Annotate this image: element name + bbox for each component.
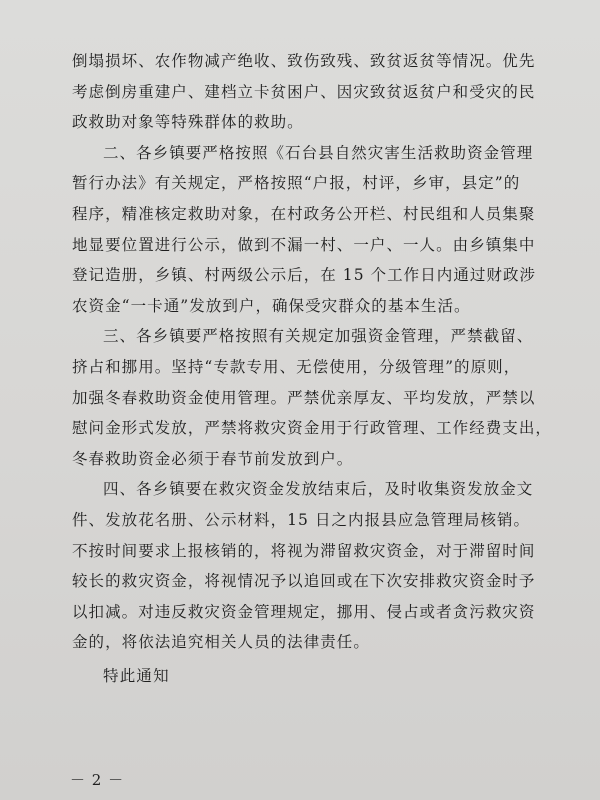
- text-line: 登记造册，乡镇、村两级公示后，在 15 个工作日内通过财政涉: [72, 266, 537, 285]
- text-line: 较长的救灾资金，将视情况予以追回或在下次安排救灾资金时予: [72, 572, 536, 591]
- text-line: 挤占和挪用。坚持“专款专用、无偿使用，分级管理”的原则，: [72, 357, 521, 376]
- text-line: 地显要位置进行公示，做到不漏一村、一户、一人。由乡镇集中: [72, 235, 536, 254]
- text-line: 三、各乡镇要严格按照有关规定加强资金管理，严禁截留、: [103, 327, 534, 346]
- paragraph-continued: [72, 46, 572, 138]
- text-line: 程序，精准核定救助对象，在村政务公开栏、村民组和人员集聚: [72, 204, 536, 223]
- text-line: 倒塌损坏、农作物减产绝收、致伤致残、致贫返贫等情况。优先: [72, 52, 536, 70]
- text-line: 件、发放花名册、公示材料，15 日之内报县应急管理局核销。: [72, 510, 531, 529]
- text-line: 暂行办法》有关规定，严格按照“户报，村评，乡审，县定”的: [72, 174, 521, 193]
- paragraph-section-3: [72, 321, 572, 474]
- text-line: 二、各乡镇要严格按照《石台县自然灾害生活救助资金管理: [103, 143, 534, 162]
- closing-text: 特此通知: [103, 667, 170, 685]
- paragraph-section-2: [72, 138, 572, 322]
- text-line: 金的，将依法追究相关人员的法律责任。: [72, 633, 370, 652]
- page-number: － 2 －: [70, 771, 125, 789]
- text-line: 农资金“一卡通”发放到户，确保受灾群众的基本生活。: [72, 296, 471, 315]
- text-line: 慰问金形式发放，严禁将救灾资金用于行政管理、工作经费支出，: [72, 419, 552, 438]
- text-line: 考虑倒房重建户、建档立卡贫困户、因灾致贫返贫户和受灾的民: [72, 82, 536, 101]
- text-line: 不按时间要求上报核销的，将视为滞留救灾资金，对于滞留时间: [72, 541, 536, 560]
- paragraph-section-4: [72, 474, 572, 658]
- text-line: 四、各乡镇要在救灾资金发放结束后，及时收集资发放金文: [103, 480, 534, 499]
- text-line: 加强冬春救助资金使用管理。严禁优亲厚友、平均发放，严禁以: [72, 388, 536, 407]
- text-line: 冬春救助资金必须于春节前发放到户。: [72, 449, 354, 468]
- text-line: 政救助对象等特殊群体的救助。: [72, 113, 304, 132]
- document-body: [72, 46, 572, 658]
- text-line: 以扣减。对违反救灾资金管理规定，挪用、侵占或者贪污救灾资: [72, 602, 536, 621]
